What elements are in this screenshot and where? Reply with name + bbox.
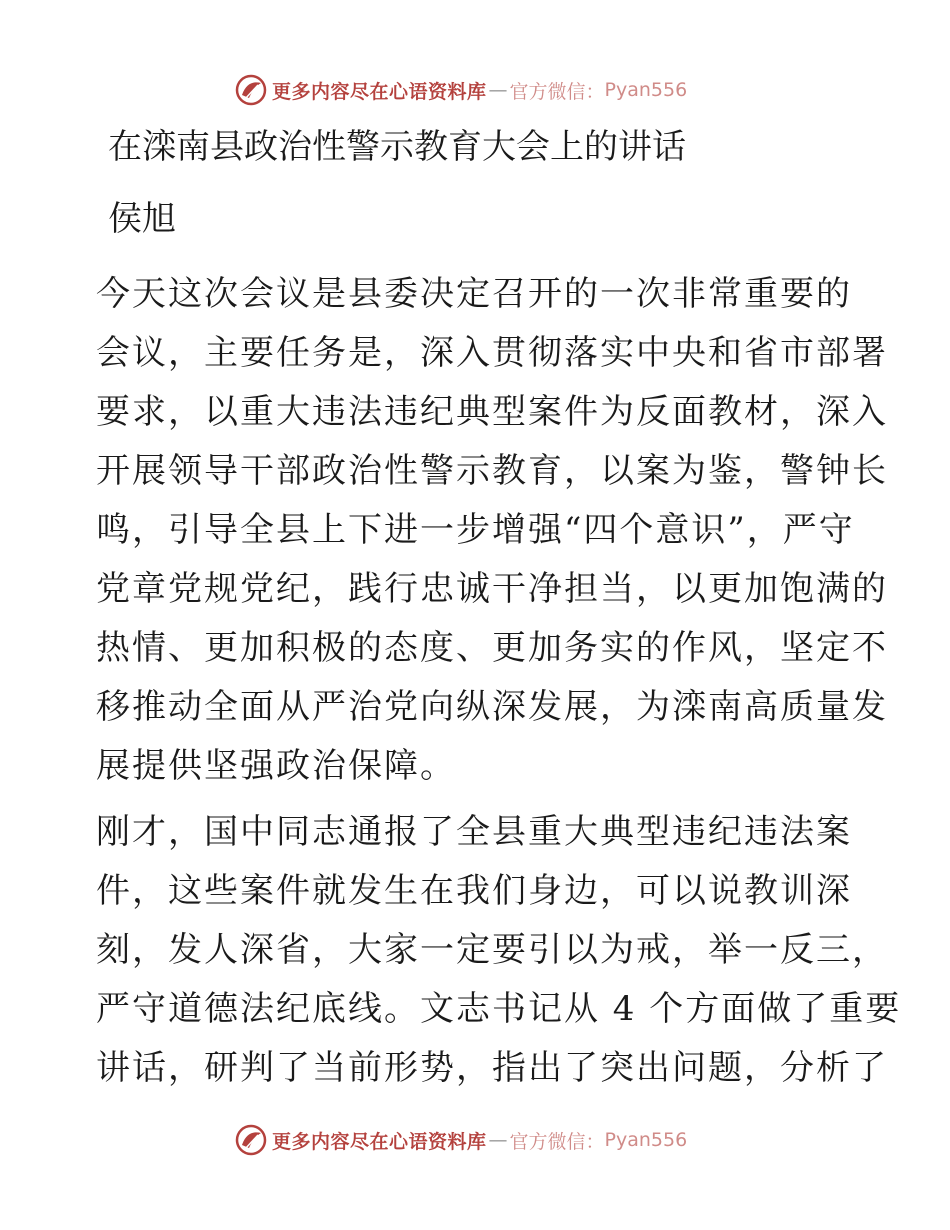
- paragraph-line: 今天这次会议是县委决定召开的一次非常重要的: [96, 274, 852, 314]
- banner-wechat-label: 官方微信：: [509, 1130, 605, 1153]
- body-paragraph-2: [96, 803, 902, 1098]
- paragraph-line: 刚才，国中同志通报了全县重大典型违纪违法案: [96, 812, 852, 852]
- document-title: 在滦南县政治性警示教育大会上的讲话: [108, 127, 686, 167]
- banner-wechat-id: Pyan556: [604, 79, 688, 101]
- paragraph-line: 移推动全面从严治党向纵深发展，为滦南高质量发: [96, 687, 888, 727]
- banner-wechat-id: Pyan556: [604, 1129, 688, 1151]
- banner-wechat-label: 官方微信：: [509, 80, 605, 103]
- paragraph-line: 要求，以重大违法违纪典型案件为反面教材，深入: [96, 392, 888, 432]
- paragraph-line: 讲话，研判了当前形势，指出了突出问题，分析了: [96, 1048, 888, 1088]
- paragraph-line: 刻，发人深省，大家一定要引以为戒，举一反三，: [96, 930, 888, 970]
- body-paragraph-1: [96, 265, 888, 796]
- banner-brand-text: 更多内容尽在心语资料库: [272, 80, 487, 103]
- footer-banner: [234, 1120, 687, 1160]
- paragraph-line: 开展领导干部政治性警示教育，以案为鉴，警钟长: [96, 451, 888, 491]
- paragraph-line: 热情、更加积极的态度、更加务实的作风，坚定不: [96, 628, 888, 668]
- paragraph-line: 会议，主要任务是，深入贯彻落实中央和省市部署: [96, 333, 888, 373]
- banner-dash: —: [488, 1129, 508, 1151]
- paragraph-line: 展提供坚强政治保障。: [96, 746, 456, 786]
- paragraph-line: 鸣，引导全县上下进一步增强“四个意识”，严守: [96, 510, 855, 550]
- document-author: 侯旭: [108, 199, 176, 239]
- header-banner: [234, 70, 687, 110]
- paragraph-line: 件，这些案件就发生在我们身边，可以说教训深: [96, 871, 852, 911]
- paragraph-line: 党章党规党纪，践行忠诚干净担当，以更加饱满的: [96, 569, 888, 609]
- banner-dash: —: [488, 79, 508, 101]
- banner-brand-text: 更多内容尽在心语资料库: [272, 1130, 487, 1153]
- brand-logo-icon: [234, 1123, 268, 1157]
- paragraph-line: 严守道德法纪底线。文志书记从 4 个方面做了重要: [96, 989, 902, 1029]
- brand-logo-icon: [234, 73, 268, 107]
